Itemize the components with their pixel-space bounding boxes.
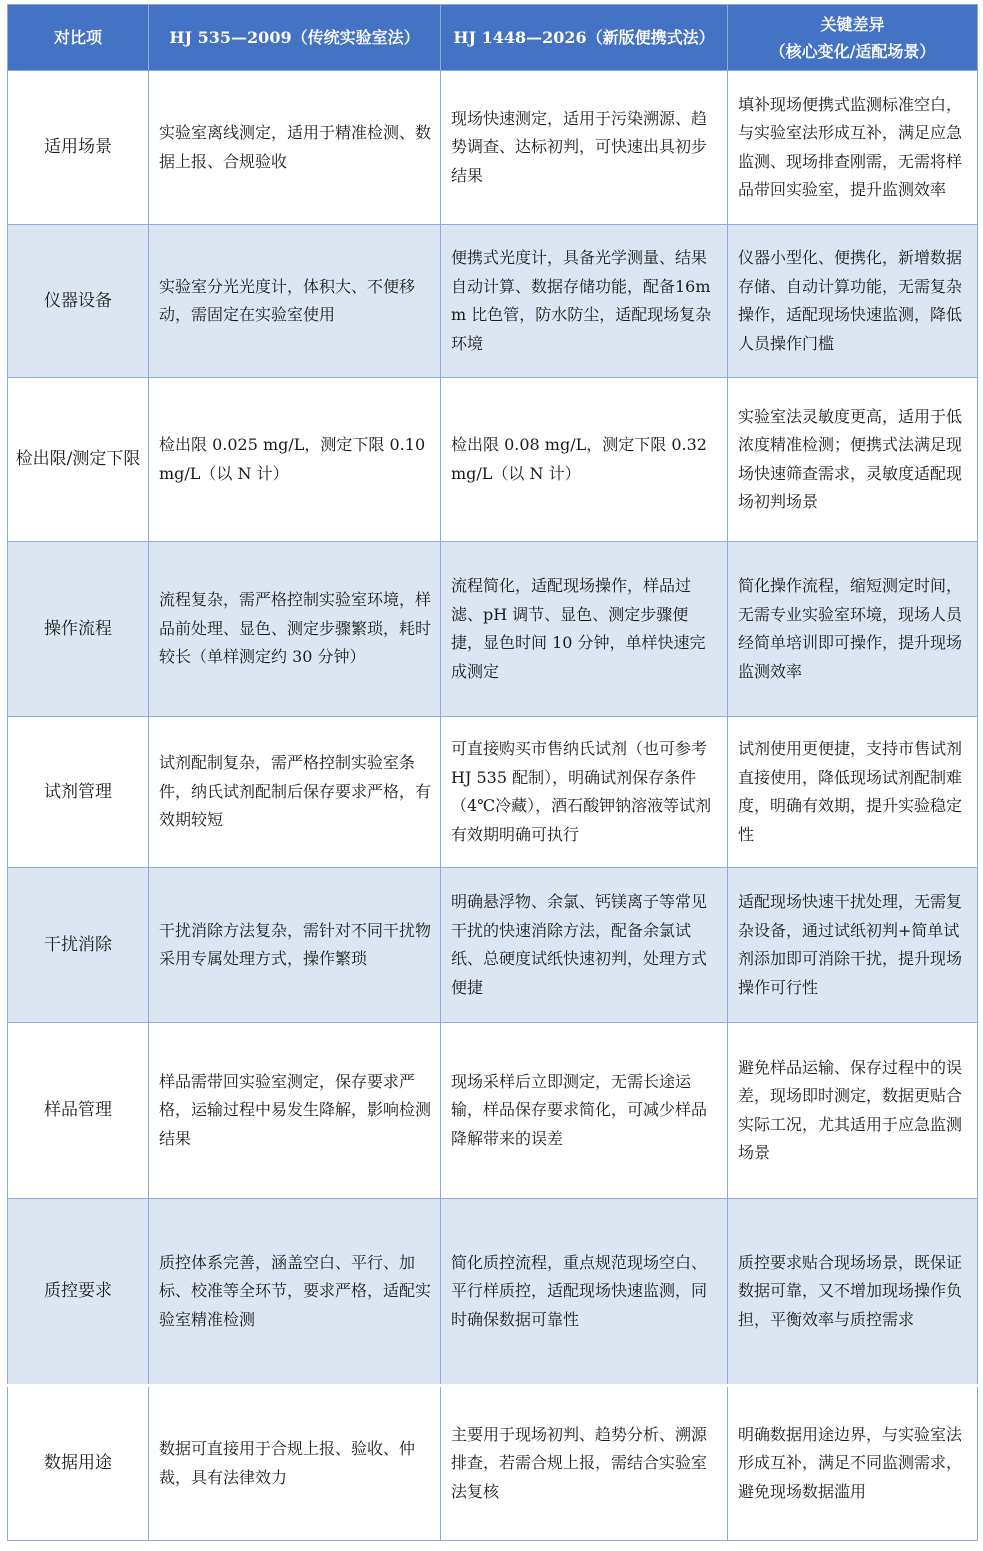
cell-key-difference: 简化操作流程，缩短测定时间，无需专业实验室环境，现场人员经简单培训即可操作，提升现场监测效率 (728, 542, 978, 717)
row-item: 仪器设备 (8, 225, 149, 378)
cell-new-method: 明确悬浮物、余氯、钙镁离子等常见干扰的快速消除方法，配备余氯试纸、总硬度试纸快速初判，处理方式便捷 (441, 868, 728, 1023)
cell-old-method: 实验室分光光度计，体积大、不便移动，需固定在实验室使用 (149, 225, 441, 378)
table-row (8, 71, 978, 225)
header-key-difference-subtitle: （核心变化/适配场景） (769, 41, 936, 61)
table-header-row (8, 5, 978, 71)
row-item: 检出限/测定下限 (8, 378, 149, 542)
row-item: 质控要求 (8, 1199, 149, 1386)
cell-key-difference: 质控要求贴合现场场景，既保证数据可靠，又不增加现场操作负担，平衡效率与质控需求 (728, 1199, 978, 1386)
cell-old-method: 试剂配制复杂，需严格控制实验室条件，纳氏试剂配制后保存要求严格，有效期较短 (149, 717, 441, 868)
row-item: 适用场景 (8, 71, 149, 225)
cell-new-method: 便携式光度计，具备光学测量、结果自动计算、数据存储功能，配备16mm 比色管，防水防尘，适配现场复杂环境 (441, 225, 728, 378)
header-new-method: HJ 1448—2026（新版便携式法） (441, 5, 728, 71)
row-item: 样品管理 (8, 1023, 149, 1199)
comparison-table (7, 4, 978, 1541)
table-row (8, 717, 978, 868)
table-row (8, 868, 978, 1023)
cell-old-method: 流程复杂，需严格控制实验室环境，样品前处理、显色、测定步骤繁琐，耗时较长（单样测定约 30 分钟） (149, 542, 441, 717)
cell-key-difference: 适配现场快速干扰处理，无需复杂设备，通过试纸初判+简单试剂添加即可消除干扰，提升现场操作可行性 (728, 868, 978, 1023)
cell-old-method: 检出限 0.025 mg/L，测定下限 0.10 mg/L（以 N 计） (149, 378, 441, 542)
cell-old-method: 实验室离线测定，适用于精准检测、数据上报、合规验收 (149, 71, 441, 225)
cell-new-method: 可直接购买市售纳氏试剂（也可参考 HJ 535 配制），明确试剂保存条件（4℃冷藏），酒石酸钾钠溶液等试剂有效期明确可执行 (441, 717, 728, 868)
cell-key-difference: 仪器小型化、便携化，新增数据存储、自动计算功能，无需复杂操作，适配现场快速监测，降低人员操作门槛 (728, 225, 978, 378)
cell-new-method: 主要用于现场初判、趋势分析、溯源排查，若需合规上报，需结合实验室法复核 (441, 1386, 728, 1541)
cell-new-method: 流程简化，适配现场操作，样品过滤、pH 调节、显色、测定步骤便捷，显色时间 10 分钟，单样快速完成测定 (441, 542, 728, 717)
header-key-difference (728, 5, 978, 71)
header-old-method: HJ 535—2009（传统实验室法） (149, 5, 441, 71)
table-row (8, 1023, 978, 1199)
header-item: 对比项 (8, 5, 149, 71)
header-key-difference-title: 关键差异 (820, 14, 885, 34)
cell-new-method: 简化质控流程，重点规范现场空白、平行样质控，适配现场快速监测，同时确保数据可靠性 (441, 1199, 728, 1386)
row-item: 试剂管理 (8, 717, 149, 868)
cell-key-difference: 避免样品运输、保存过程中的误差，现场即时测定，数据更贴合实际工况，尤其适用于应急监测场景 (728, 1023, 978, 1199)
cell-old-method: 样品需带回实验室测定，保存要求严格，运输过程中易发生降解，影响检测结果 (149, 1023, 441, 1199)
row-item: 操作流程 (8, 542, 149, 717)
row-item: 数据用途 (8, 1386, 149, 1541)
cell-old-method: 干扰消除方法复杂，需针对不同干扰物采用专属处理方式，操作繁琐 (149, 868, 441, 1023)
cell-new-method: 现场采样后立即测定，无需长途运输，样品保存要求简化，可减少样品降解带来的误差 (441, 1023, 728, 1199)
cell-key-difference: 实验室法灵敏度更高，适用于低浓度精准检测；便携式法满足现场快速筛查需求，灵敏度适配现场初判场景 (728, 378, 978, 542)
cell-new-method: 检出限 0.08 mg/L，测定下限 0.32 mg/L（以 N 计） (441, 378, 728, 542)
cell-key-difference: 试剂使用更便捷，支持市售试剂直接使用，降低现场试剂配制难度，明确有效期，提升实验稳定性 (728, 717, 978, 868)
table-row (8, 1199, 978, 1386)
table-row (8, 378, 978, 542)
cell-old-method: 数据可直接用于合规上报、验收、仲裁，具有法律效力 (149, 1386, 441, 1541)
table-row (8, 225, 978, 378)
cell-old-method: 质控体系完善，涵盖空白、平行、加标、校准等全环节，要求严格，适配实验室精准检测 (149, 1199, 441, 1386)
cell-new-method: 现场快速测定，适用于污染溯源、趋势调查、达标初判，可快速出具初步结果 (441, 71, 728, 225)
table-row (8, 1386, 978, 1541)
table-row (8, 542, 978, 717)
cell-key-difference: 明确数据用途边界，与实验室法形成互补，满足不同监测需求，避免现场数据滥用 (728, 1386, 978, 1541)
row-item: 干扰消除 (8, 868, 149, 1023)
cell-key-difference: 填补现场便携式监测标准空白，与实验室法形成互补，满足应急监测、现场排查刚需，无需将样品带回实验室，提升监测效率 (728, 71, 978, 225)
